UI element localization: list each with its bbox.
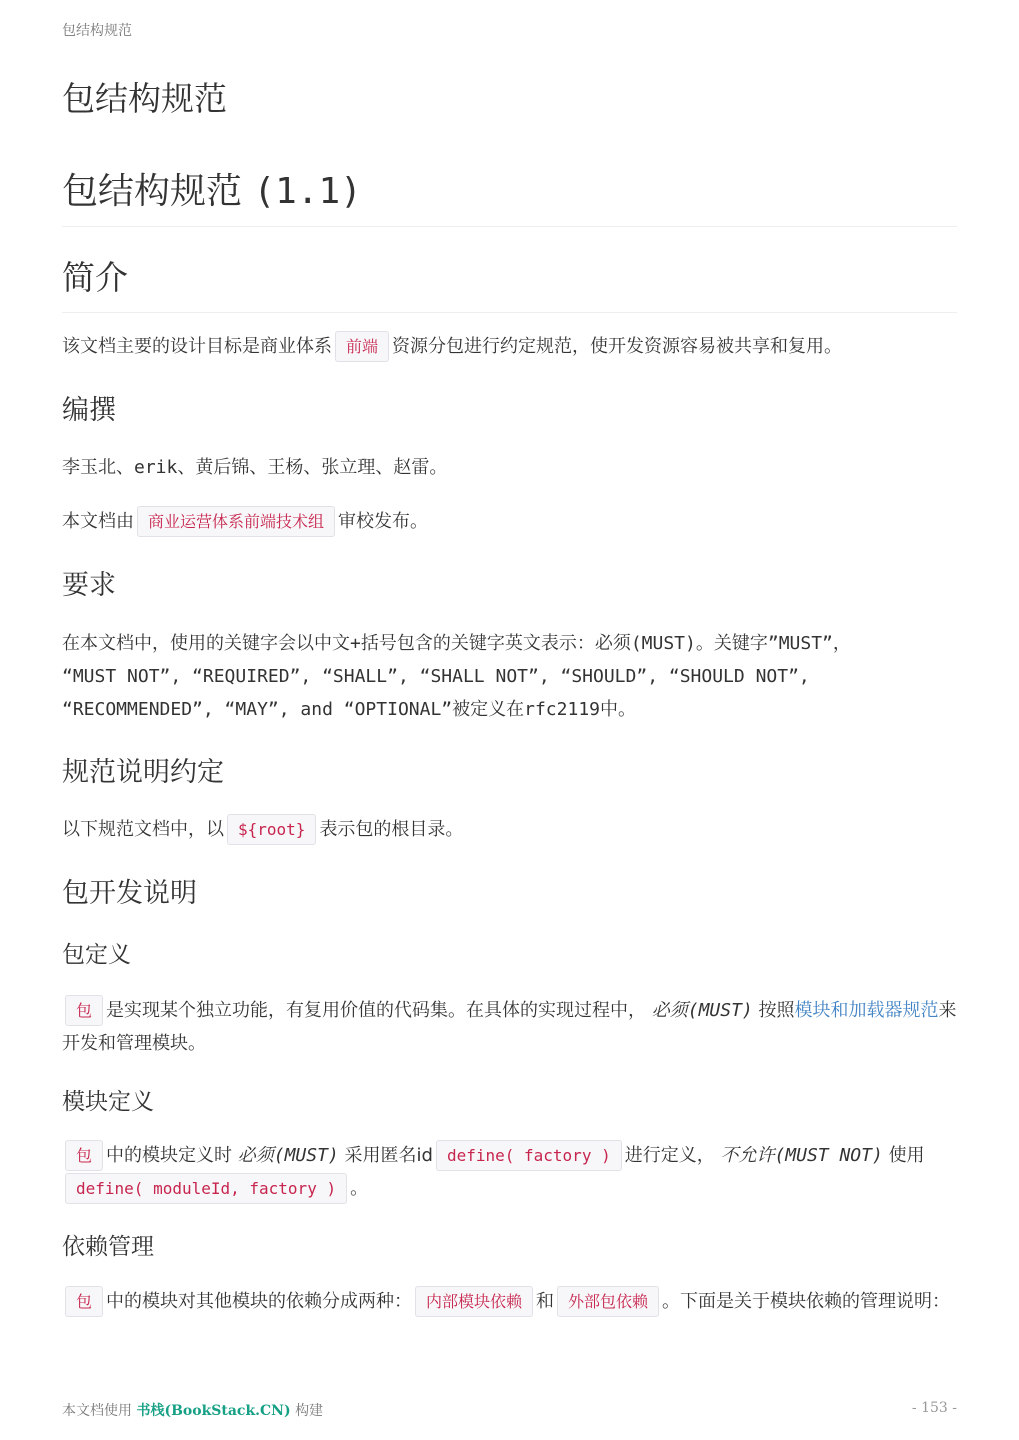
conventions-paragraph: 以下规范文档中，以 ${root} 表示包的根目录。 xyxy=(62,813,957,846)
package-code: 包 xyxy=(65,995,103,1026)
document-title: 包结构规范 xyxy=(62,79,227,118)
module-definition-paragraph: 包 中的模块定义时 必须(MUST) 采用匿名id define( factory ) 进行定义， 不允许(MUST NOT) 使用define( moduleId, factory ) 。 xyxy=(62,1139,957,1205)
requirements-paragraph xyxy=(62,627,957,726)
internal-dependency-code: 内部模块依赖 xyxy=(415,1286,533,1317)
define-factory-code: define( factory ) xyxy=(436,1140,622,1171)
requirements-line-2: “MUST NOT”, “REQUIRED”, “SHALL”, “SHALL NOT”, “SHOULD”, “SHOULD NOT”, xyxy=(62,666,810,687)
intro-heading: 简介 xyxy=(62,256,957,313)
package-dev-heading: 包开发说明 xyxy=(62,878,197,909)
conventions-heading: 规范说明约定 xyxy=(62,757,224,788)
external-dependency-code: 外部包依赖 xyxy=(557,1286,659,1317)
package-code: 包 xyxy=(65,1286,103,1317)
module-definition-heading: 模块定义 xyxy=(62,1089,154,1115)
must-emphasis: 必须(MUST) xyxy=(237,1145,339,1166)
main-heading xyxy=(62,168,957,227)
running-header: 包结构规范 xyxy=(62,23,132,39)
must-emphasis: 必须(MUST) xyxy=(651,1000,753,1021)
package-code: 包 xyxy=(65,1140,103,1171)
authors-names: 李玉北、erik、黄后锦、王杨、张立理、赵雷。 xyxy=(62,457,448,478)
review-paragraph: 本文档由 商业运营体系前端技术组 审校发布。 xyxy=(62,505,957,538)
define-moduleid-code: define( moduleId, factory ) xyxy=(65,1173,347,1204)
root-code: ${root} xyxy=(227,814,316,845)
package-definition-paragraph: 包 是实现某个独立功能，有复用价值的代码集。在具体的实现过程中， 必须(MUST) 按照模块和加载器规范来开发和管理模块。 xyxy=(62,994,957,1060)
frontend-code: 前端 xyxy=(335,331,389,362)
bookstack-brand: 书栈(BookStack.CN) xyxy=(136,1403,291,1419)
review-team-code: 商业运营体系前端技术组 xyxy=(137,506,335,537)
dependency-heading: 依赖管理 xyxy=(62,1234,154,1260)
main-heading-text: 包结构规范 xyxy=(62,171,243,212)
requirements-line-3: “RECOMMENDED”, “MAY”, and “OPTIONAL”被定义在rfc2119中。 xyxy=(62,699,636,720)
requirements-line-1: 在本文档中，使用的关键字会以中文+括号包含的关键字英文表示：必须(MUST)。关键字”MUST”， xyxy=(62,633,851,654)
authors-heading: 编撰 xyxy=(62,395,116,426)
main-heading-version: (1.1) xyxy=(253,171,362,212)
package-definition-heading: 包定义 xyxy=(62,942,131,968)
page-number: - 153 - xyxy=(911,1400,957,1416)
requirements-heading: 要求 xyxy=(62,570,116,601)
dependency-paragraph: 包 中的模块对其他模块的依赖分成两种： 内部模块依赖 和 外部包依赖 。下面是关于模块依赖的管理说明： xyxy=(62,1285,957,1318)
intro-paragraph: 该文档主要的设计目标是商业体系 前端 资源分包进行约定规范，使开发资源容易被共享和复用。 xyxy=(62,330,957,363)
must-not-emphasis: 不允许(MUST NOT) xyxy=(720,1145,883,1166)
footer-credit: 本文档使用 书栈(BookStack.CN) 构建 xyxy=(62,1403,324,1419)
module-loader-spec-link[interactable]: 模块和加载器规范 xyxy=(794,1000,939,1021)
